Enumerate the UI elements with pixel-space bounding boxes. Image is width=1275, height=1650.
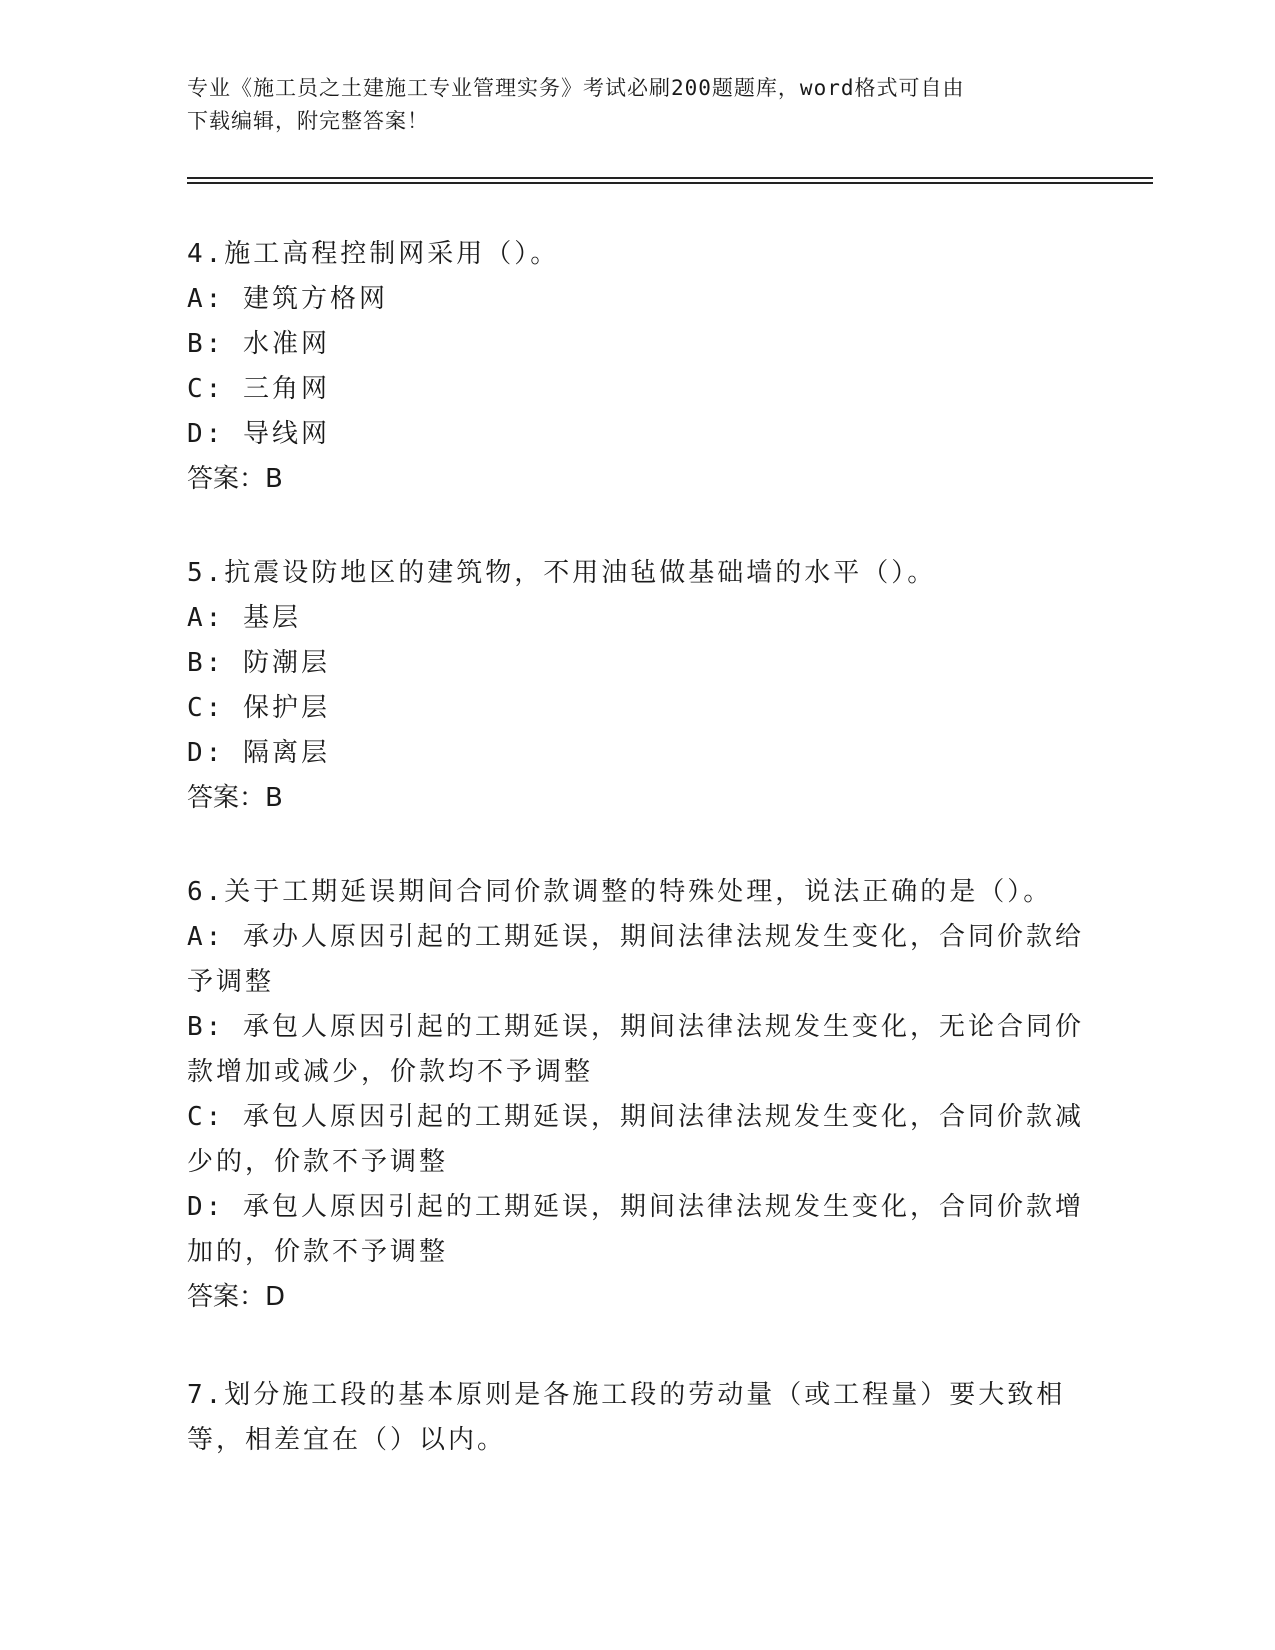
option-b: B: 防潮层 — [187, 648, 330, 678]
question-stem: 5.抗震设防地区的建筑物，不用油毡做基础墙的水平（）。 — [187, 558, 937, 588]
document-header — [187, 72, 1067, 138]
option-d: D: 承包人原因引起的工期延误，期间法律法规发生变化，合同价款增 — [187, 1192, 1084, 1222]
option-b: B: 承包人原因引起的工期延误，期间法律法规发生变化，无论合同价 — [187, 1012, 1084, 1042]
option-c-continued: 少的，价款不予调整 — [187, 1147, 449, 1177]
question-7 — [187, 1373, 1087, 1463]
question-4 — [187, 232, 1087, 502]
header-line-2: 下载编辑，附完整答案！ — [187, 109, 429, 133]
question-stem: 4.施工高程控制网采用（）。 — [187, 239, 560, 269]
answer-text: 答案：B — [187, 783, 283, 813]
option-d: D: 导线网 — [187, 419, 330, 449]
question-5 — [187, 551, 1087, 821]
option-c: C: 保护层 — [187, 693, 330, 723]
header-divider-top — [187, 177, 1153, 179]
option-a: A: 基层 — [187, 603, 301, 633]
question-stem: 7.划分施工段的基本原则是各施工段的劳动量（或工程量）要大致相 — [187, 1380, 1066, 1410]
option-c: C: 承包人原因引起的工期延误，期间法律法规发生变化，合同价款减 — [187, 1102, 1084, 1132]
option-a-continued: 予调整 — [187, 967, 275, 997]
option-c: C: 三角网 — [187, 374, 330, 404]
header-divider-bottom — [187, 182, 1153, 184]
question-6 — [187, 870, 1087, 1320]
option-b-continued: 款增加或减少，价款均不予调整 — [187, 1057, 594, 1087]
header-line-1: 专业《施工员之土建施工专业管理实务》考试必刷200题题库，word格式可自由 — [187, 76, 965, 100]
option-d-continued: 加的，价款不予调整 — [187, 1237, 449, 1267]
option-a: A: 承办人原因引起的工期延误，期间法律法规发生变化，合同价款给 — [187, 922, 1084, 952]
option-b: B: 水准网 — [187, 329, 330, 359]
question-stem-continued: 等，相差宜在（）以内。 — [187, 1425, 507, 1455]
option-a: A: 建筑方格网 — [187, 284, 388, 314]
answer-text: 答案：D — [187, 1282, 286, 1312]
option-d: D: 隔离层 — [187, 738, 330, 768]
question-stem: 6.关于工期延误期间合同价款调整的特殊处理，说法正确的是（）。 — [187, 877, 1053, 907]
answer-text: 答案：B — [187, 464, 283, 494]
